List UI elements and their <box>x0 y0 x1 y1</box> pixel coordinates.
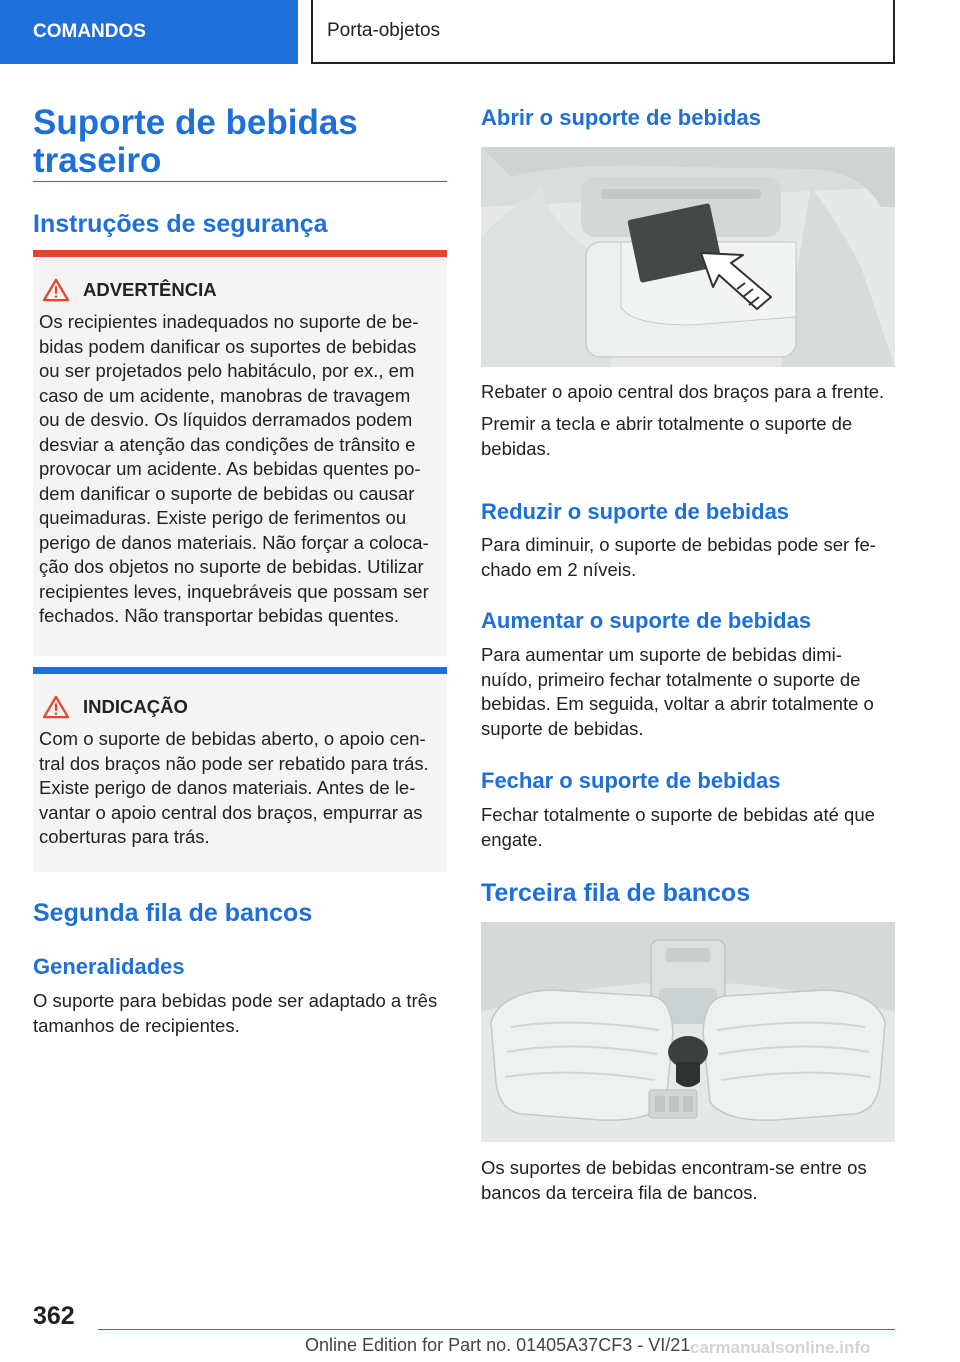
footer-edition: Online Edition for Part no. 01405A37CF3 - VI/21 <box>305 1335 691 1355</box>
reduce-line: chado em 2 níveis. <box>481 558 637 580</box>
reduce-text <box>481 533 901 582</box>
warning-triangle-icon <box>41 278 71 302</box>
warning-callout <box>33 250 447 656</box>
warning-line: recipientes leves, inquebráveis que possam ser <box>39 580 429 602</box>
warning-line: Os recipientes inadequados no suporte de be- <box>39 311 419 332</box>
open-step-2 <box>481 412 901 461</box>
warning-line: dem danificar o suporte de bebidas ou causar <box>39 482 415 504</box>
warning-line: fechados. Não transportar bebidas quentes. <box>39 605 399 626</box>
enlarge-line: suporte de bebidas. <box>481 717 644 739</box>
page-title-line-2: traseiro <box>33 141 162 180</box>
open-step-2-line: bebidas. <box>481 437 551 459</box>
warning-bar <box>33 250 447 257</box>
third-row-illustration <box>481 922 895 1142</box>
close-heading: Fechar o suporte de bebidas <box>481 768 781 793</box>
notice-callout <box>33 667 447 872</box>
warning-line: provocar um acidente. As bebidas quentes po- <box>39 458 421 479</box>
general-heading: Generalidades <box>33 954 185 979</box>
enlarge-line: bebidas. Em seguida, voltar a abrir totalmente o <box>481 693 874 714</box>
notice-line: coberturas para trás. <box>39 826 210 847</box>
watermark: carmanualsonline.info <box>690 1338 871 1357</box>
notice-line: tral dos braços não pode ser rebatido para trás. <box>39 752 429 774</box>
warning-title: ADVERTÊNCIA <box>83 279 217 300</box>
notice-bar <box>33 667 447 674</box>
title-rule <box>33 181 447 182</box>
topic-label: Porta-objetos <box>327 20 441 41</box>
third-row-heading: Terceira fila de bancos <box>481 879 751 907</box>
second-row-heading: Segunda fila de bancos <box>33 899 313 927</box>
notice-text <box>39 727 444 850</box>
warning-line: ou ser projetados pelo habitáculo, por ex., em <box>39 360 415 381</box>
page-title-line-1: Suporte de bebidas <box>33 103 358 142</box>
notice-line: Com o suporte de bebidas aberto, o apoio cen- <box>39 728 426 749</box>
third-row-line: Os suportes de bebidas encontram-se entre os <box>481 1157 867 1178</box>
enlarge-text <box>481 643 901 741</box>
notice-line: Existe perigo de danos materiais. Antes de le- <box>39 777 416 798</box>
general-text <box>33 989 453 1038</box>
warning-line: bidas podem danificar os suportes de bebidas <box>39 335 417 357</box>
enlarge-line: Para aumentar um suporte de bebidas dimi- <box>481 644 842 665</box>
warning-line: perigo de danos materiais. Não forçar a coloca- <box>39 531 429 553</box>
third-row-text <box>481 1156 901 1205</box>
enlarge-heading: Aumentar o suporte de bebidas <box>481 608 812 633</box>
notice-triangle-icon <box>41 695 71 719</box>
close-line: engate. <box>481 828 543 850</box>
warning-line: ção dos objetos no suporte de bebidas. Utilizar <box>39 556 424 577</box>
close-line: Fechar totalmente o suporte de bebidas até que <box>481 804 875 825</box>
notice-line: vantar o apoio central dos braços, empurrar as <box>39 801 423 823</box>
section-label: COMANDOS <box>33 21 146 42</box>
reduce-heading: Reduzir o suporte de bebidas <box>481 499 790 524</box>
general-line: tamanhos de recipientes. <box>33 1014 240 1036</box>
safety-heading: Instruções de segurança <box>33 210 328 238</box>
third-row-seats-photo <box>481 922 895 1142</box>
general-line: O suporte para bebidas pode ser adaptado a três <box>33 990 438 1011</box>
section-tab <box>0 0 298 64</box>
warning-line: caso de um acidente, manobras de travagem <box>39 384 411 406</box>
armrest-illustration <box>481 147 895 367</box>
notice-title: INDICAÇÃO <box>83 696 188 717</box>
close-text <box>481 803 901 852</box>
armrest-cupholder-photo <box>481 147 895 367</box>
topic-tab <box>311 0 895 64</box>
warning-line: ou de desvio. Os líquidos derramados podem <box>39 409 413 430</box>
warning-title-row <box>41 278 217 302</box>
warning-text <box>39 310 444 629</box>
page-title <box>33 104 453 180</box>
open-step-2-line: Premir a tecla e abrir totalmente o suporte de <box>481 413 853 434</box>
enlarge-line: nuído, primeiro fechar totalmente o suporte de <box>481 668 861 690</box>
page-number: 362 <box>33 1302 75 1330</box>
warning-line: desviar a atenção das condições de trânsito e <box>39 433 416 455</box>
notice-title-row <box>41 695 188 719</box>
reduce-line: Para diminuir, o suporte de bebidas pode ser fe- <box>481 534 876 555</box>
warning-line: queimaduras. Existe perigo de ferimentos ou <box>39 507 407 528</box>
footer-rule <box>98 1329 895 1330</box>
open-heading: Abrir o suporte de bebidas <box>481 105 761 130</box>
open-step-1: Rebater o apoio central dos braços para a frente. <box>481 381 885 402</box>
third-row-line: bancos da terceira fila de bancos. <box>481 1181 758 1203</box>
